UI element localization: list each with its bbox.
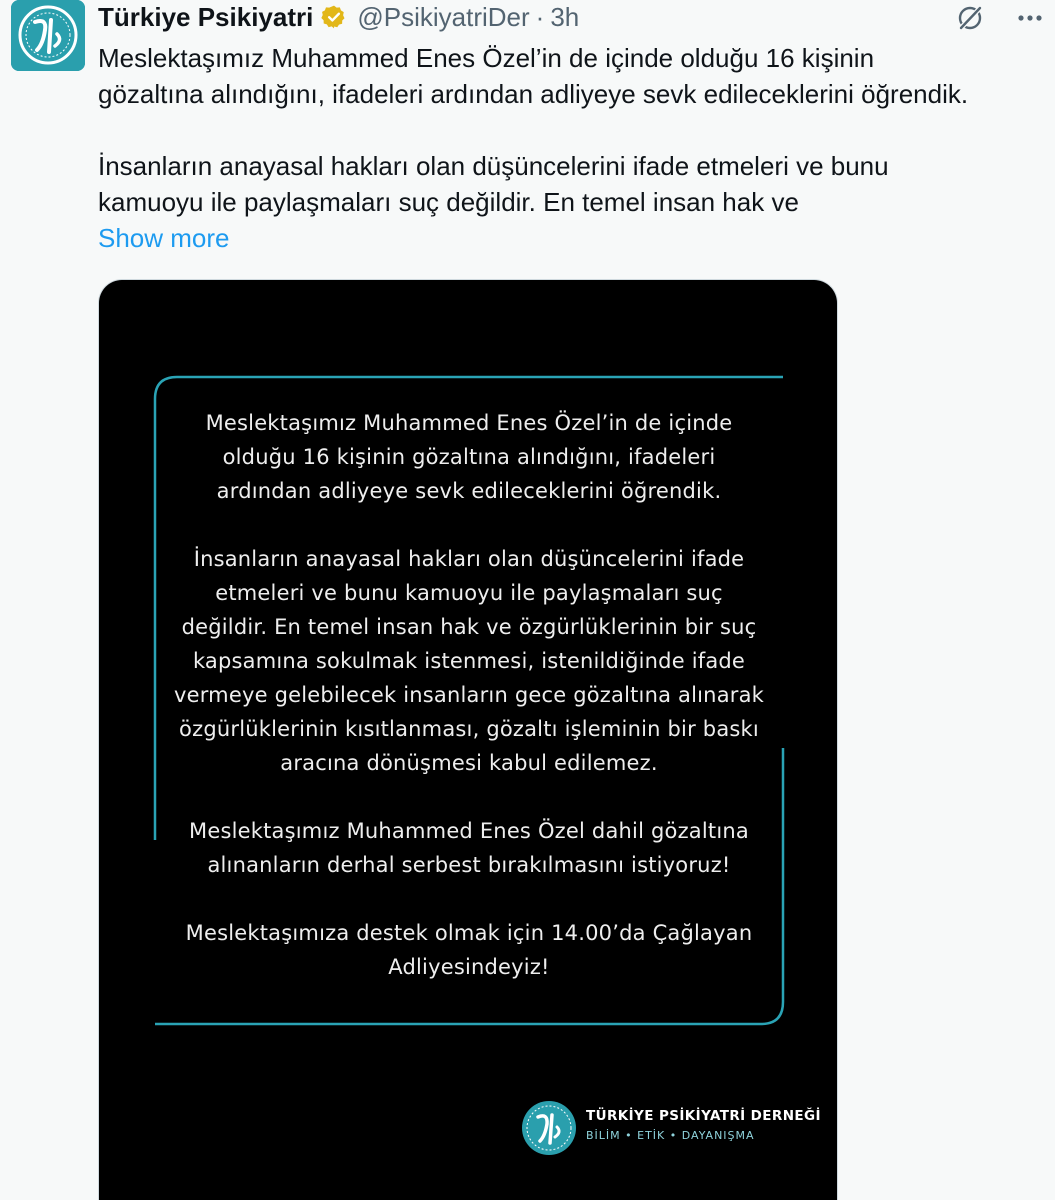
poster-line: Meslektaşımıza destek olmak için 14.00’da Çağlayan (185, 921, 753, 945)
tweet-text-line: kamuoyu ile paylaşmaları suç değildir. En temel insan hak ve (98, 187, 799, 217)
tweet-text-line: gözaltına alındığını, ifadeleri ardından adliyeye sevk edileceklerini öğrendik. (98, 79, 969, 109)
display-name[interactable]: Türkiye Psikiyatri (98, 2, 314, 32)
more-icon[interactable] (1015, 3, 1045, 33)
poster-line: Meslektaşımız Muhammed Enes Özel dahil gözaltına (189, 819, 749, 843)
timestamp[interactable]: 3h (550, 2, 580, 32)
poster-line: İnsanların anayasal hakları olan düşüncelerini ifade (193, 547, 745, 571)
poster-line: kapsamına sokulmak istenmesi, istenildiğinde ifade (192, 649, 746, 673)
tweet-text (98, 40, 1043, 220)
handle[interactable]: @PsikiyatriDer (357, 2, 530, 32)
poster-line: ardından adliyeye sevk edileceklerini öğrendik. (216, 479, 722, 503)
org-name: TÜRKİYE PSİKİYATRİ DERNEĞİ (586, 1108, 821, 1124)
poster-line: alınanların derhal serbest bırakılmasını istiyoruz! (207, 853, 731, 877)
poster-line: aracına dönüşmesi kabul edilemez. (280, 751, 658, 775)
tweet-header (98, 0, 579, 34)
tweet-text-line: Meslektaşımız Muhammed Enes Özel’in de içinde olduğu 16 kişinin (98, 43, 875, 73)
show-more-link[interactable]: Show more (98, 223, 230, 253)
grok-icon[interactable] (955, 3, 985, 33)
poster-line: değildir. En temel insan hak ve özgürlüklerinin bir suç (181, 615, 757, 639)
verified-badge-icon[interactable] (321, 4, 347, 30)
tpd-logo-icon (519, 1098, 579, 1158)
poster-line: Meslektaşımız Muhammed Enes Özel’in de içinde (205, 411, 733, 435)
poster-text (159, 406, 779, 984)
tweet-text-line: İnsanların anayasal hakları olan düşüncelerini ifade etmeleri ve bunu (98, 151, 889, 181)
poster-line: etmeleri ve bunu kamuoyu ile paylaşmaları suç (215, 581, 723, 605)
tweet-media-image[interactable] (98, 279, 838, 1200)
separator-dot: · (535, 2, 545, 32)
avatar[interactable] (11, 0, 85, 71)
poster-line: Adliyesindeyiz! (388, 955, 550, 979)
poster-line: vermeye gelebilecek insanların gece gözaltına alınarak (173, 683, 765, 707)
tpd-logo-icon (11, 0, 85, 71)
poster-line: olduğu 16 kişinin gözaltına alındığını, ifadeleri (222, 445, 716, 469)
org-tagline: BİLİM • ETİK • DAYANIŞMA (586, 1129, 755, 1142)
poster-line: özgürlüklerinin kısıtlanması, gözaltı işleminin bir baskı (179, 717, 759, 741)
